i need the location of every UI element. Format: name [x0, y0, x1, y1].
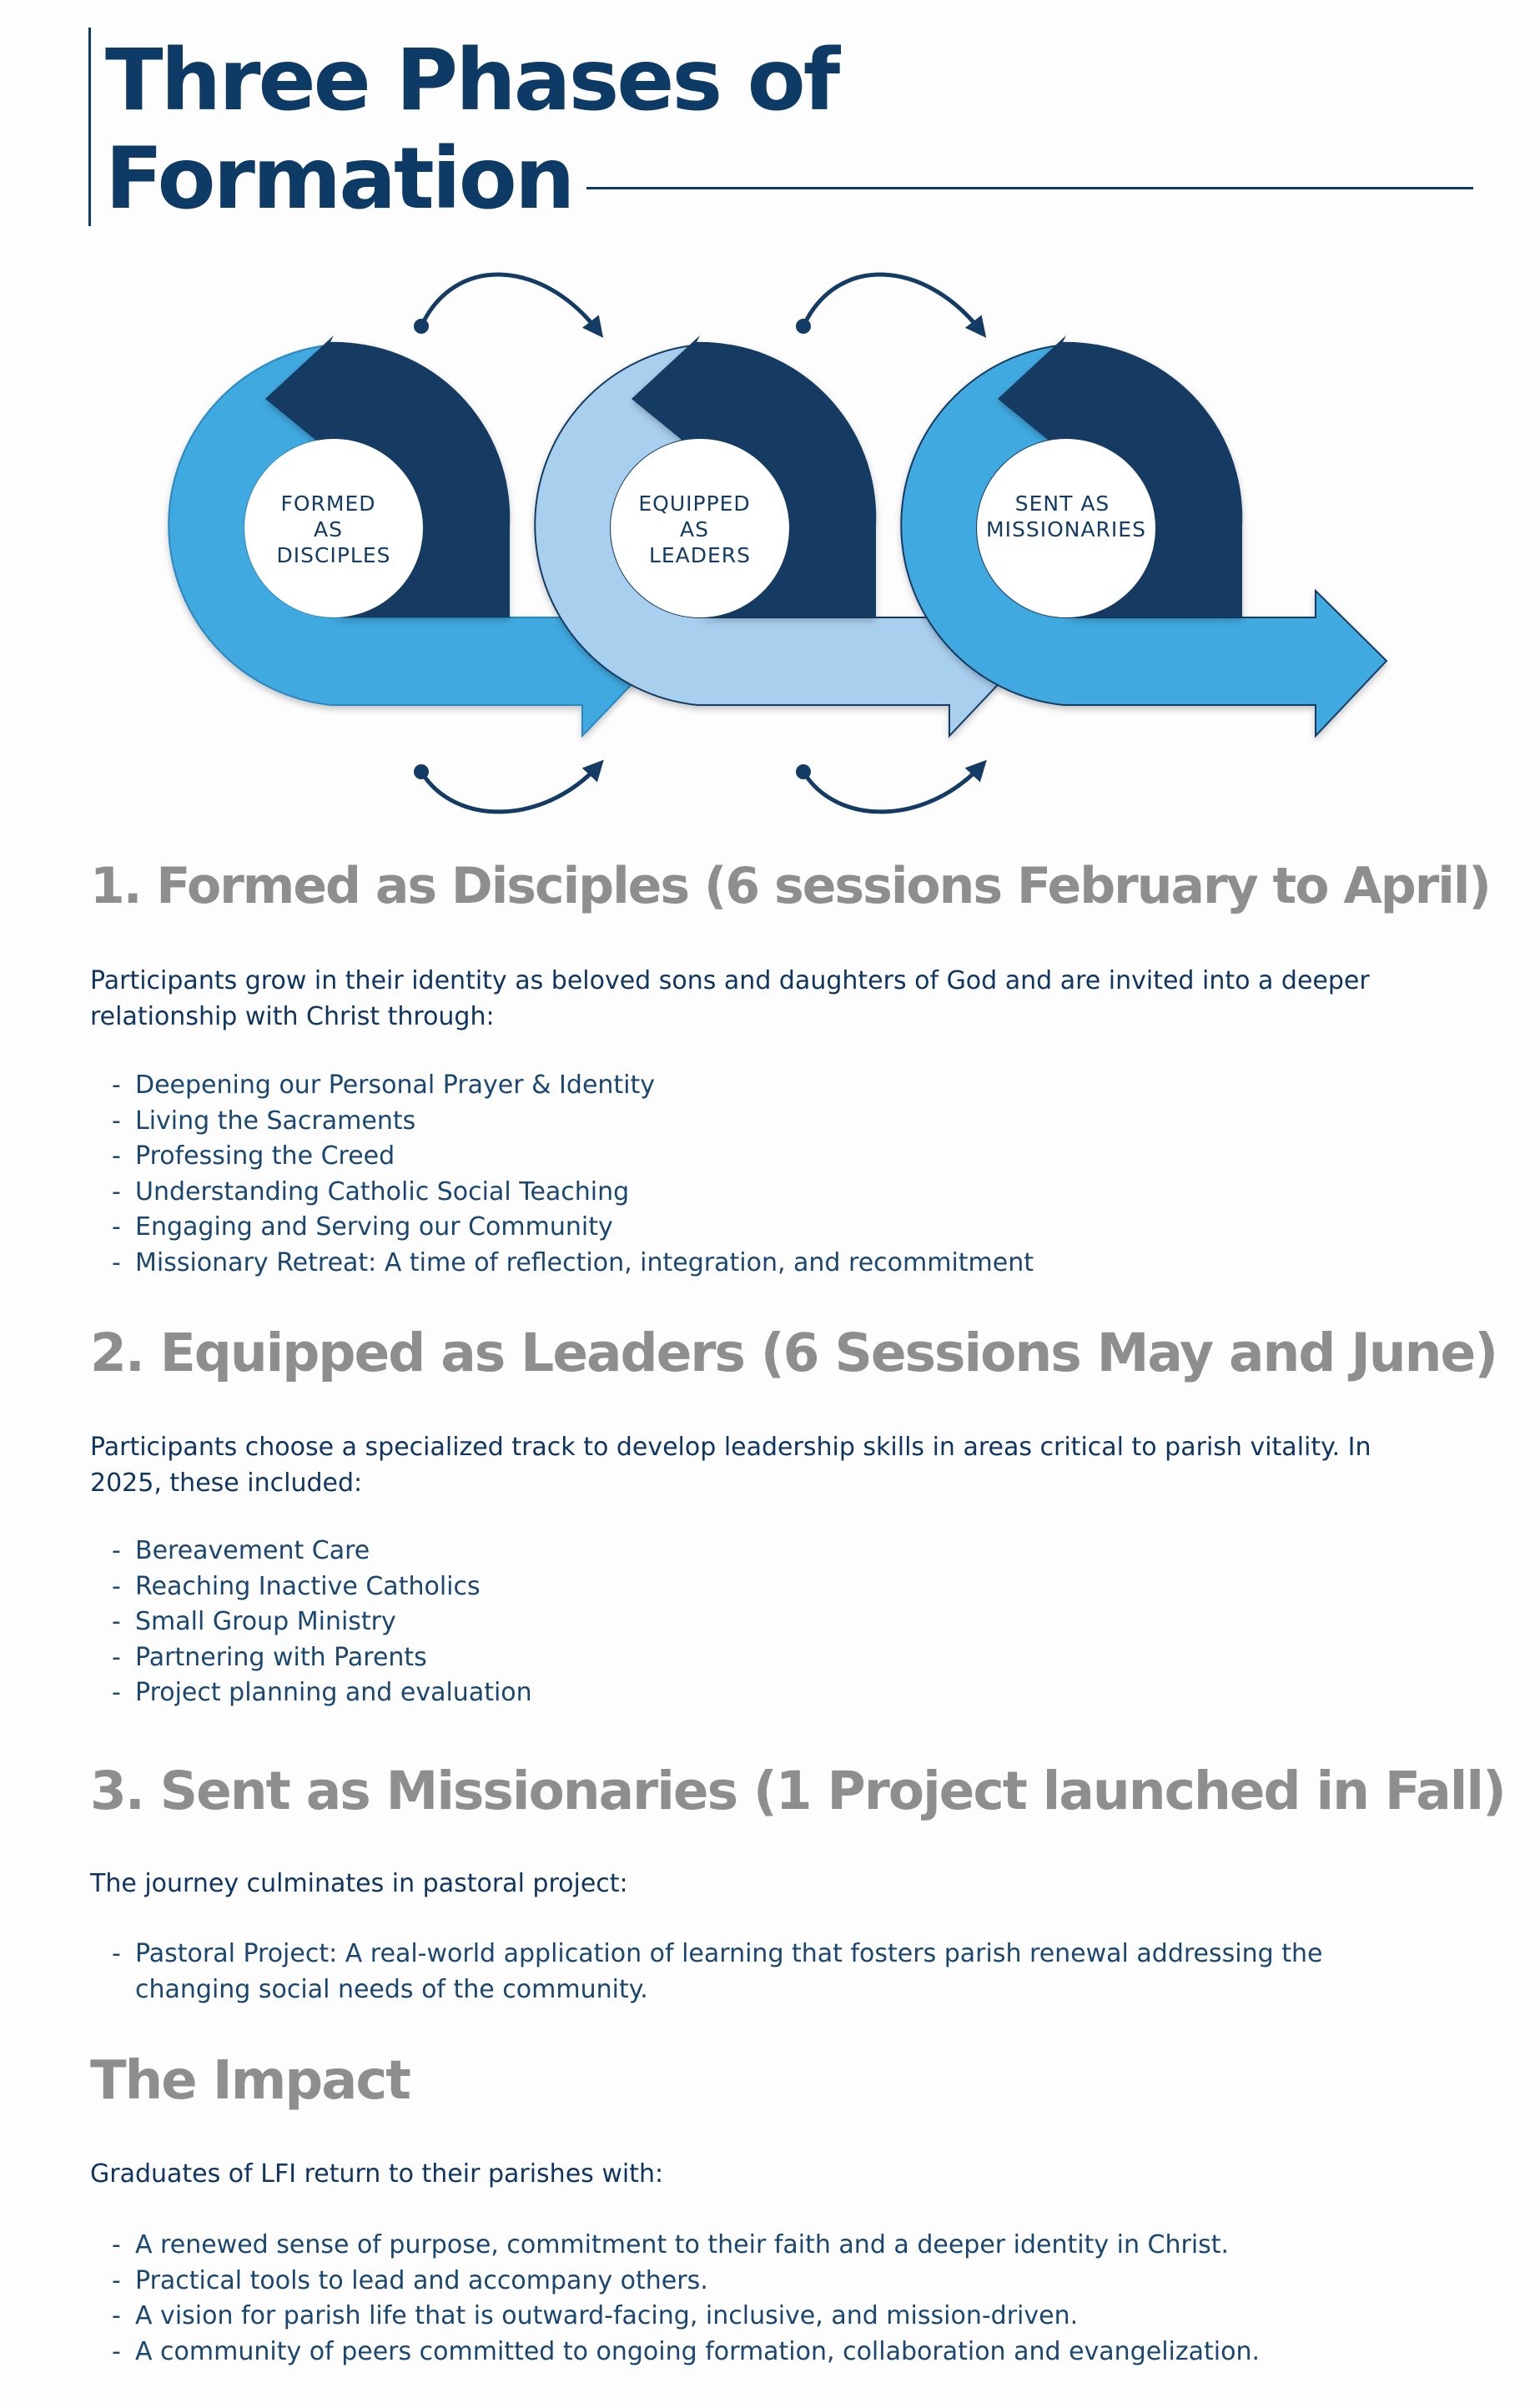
list-marker: - — [112, 1642, 121, 1672]
list-marker: - — [112, 1939, 121, 1968]
list-item: - Partnering with Parents — [112, 1640, 1413, 1676]
list-marker: - — [112, 1607, 121, 1636]
list-item: - Practical tools to lead and accompany others. — [112, 2264, 1413, 2300]
phase-3-line-2: MISSIONARIES — [986, 517, 1146, 542]
list-marker: - — [112, 1571, 121, 1601]
list-marker: - — [112, 2301, 121, 2330]
connector-arc-top-2 — [796, 275, 981, 334]
list-marker: - — [112, 2265, 121, 2295]
list-item: - Deepening our Personal Prayer & Identity — [112, 1068, 1413, 1104]
section-2-list — [112, 1534, 1413, 1711]
list-marker: - — [112, 1536, 121, 1565]
list-marker: - — [112, 1176, 121, 1207]
impact-intro: Graduates of LFI return to their parishes with: — [90, 2159, 664, 2189]
impact-list — [112, 2228, 1413, 2370]
list-marker: - — [112, 1212, 121, 1242]
impact-heading: The Impact — [90, 2050, 410, 2112]
list-item: - Living the Sacraments — [112, 1104, 1413, 1140]
list-marker: - — [112, 1247, 121, 1277]
page-title-line-2: Formation — [105, 129, 573, 229]
phase-2-line-1: EQUIPPED — [638, 491, 751, 516]
section-1-list — [112, 1068, 1413, 1281]
list-marker: - — [112, 1106, 121, 1136]
list-marker: - — [112, 2230, 121, 2259]
list-item: - Professing the Creed — [112, 1139, 1413, 1175]
list-marker: - — [112, 1678, 121, 1707]
phase-2-line-3: LEADERS — [648, 543, 752, 567]
phase-3-line-1: SENT AS — [1014, 491, 1110, 516]
list-marker: - — [112, 1141, 121, 1171]
section-1-intro: Participants grow in their identity as beloved sons and daughters of God and are invited into a deeper relationship with Christ through: — [90, 966, 1370, 1031]
phase-1-line-3: DISCIPLES — [276, 543, 391, 567]
list-item: - A community of peers committed to ongoing formation, collaboration and evangelization. — [112, 2335, 1413, 2370]
list-item: - Understanding Catholic Social Teaching — [112, 1175, 1413, 1211]
list-item: - Project planning and evaluation — [112, 1675, 1413, 1711]
phases-diagram — [0, 0, 1540, 834]
section-3-heading: 3. Sent as Missionaries (1 Project launched in Fall) — [90, 1761, 1505, 1821]
phase-1-line-2: AS — [314, 517, 344, 542]
list-item: - Reaching Inactive Catholics — [112, 1569, 1413, 1605]
connector-arc-top-1 — [414, 275, 598, 334]
section-3-intro: The journey culminates in pastoral project: — [90, 1869, 628, 1898]
list-item: - Missionary Retreat: A time of reflection, integration, and recommitment — [112, 1246, 1413, 1282]
list-item: - A vision for parish life that is outward-facing, inclusive, and mission-driven. — [112, 2299, 1413, 2335]
list-item: - Pastoral Project: A real-world application of learning that fosters parish renewal addressing the changing social needs of the community. — [112, 1937, 1413, 2008]
phase-1-line-1: FORMED — [280, 491, 376, 516]
connector-arc-bottom-2 — [796, 764, 981, 812]
section-1-heading: 1. Formed as Disciples (6 sessions February to April) — [90, 857, 1490, 915]
list-marker: - — [112, 1071, 121, 1100]
list-item: - A renewed sense of purpose, commitment to their faith and a deeper identity in Christ. — [112, 2228, 1413, 2264]
section-3-list — [112, 1937, 1413, 2008]
page-title-line-1: Three Phases of — [105, 31, 838, 130]
list-marker: - — [112, 2336, 121, 2366]
connector-arc-bottom-1 — [414, 764, 598, 812]
list-item: - Bereavement Care — [112, 1534, 1413, 1569]
list-item: - Engaging and Serving our Community — [112, 1210, 1413, 1246]
section-2-intro: Participants choose a specialized track to develop leadership skills in areas critical to parish vitality. In 2025, these included: — [90, 1433, 1371, 1498]
section-2-heading: 2. Equipped as Leaders (6 Sessions May and June) — [90, 1322, 1497, 1383]
list-item: - Small Group Ministry — [112, 1605, 1413, 1640]
phase-2-line-2: AS — [680, 517, 710, 542]
